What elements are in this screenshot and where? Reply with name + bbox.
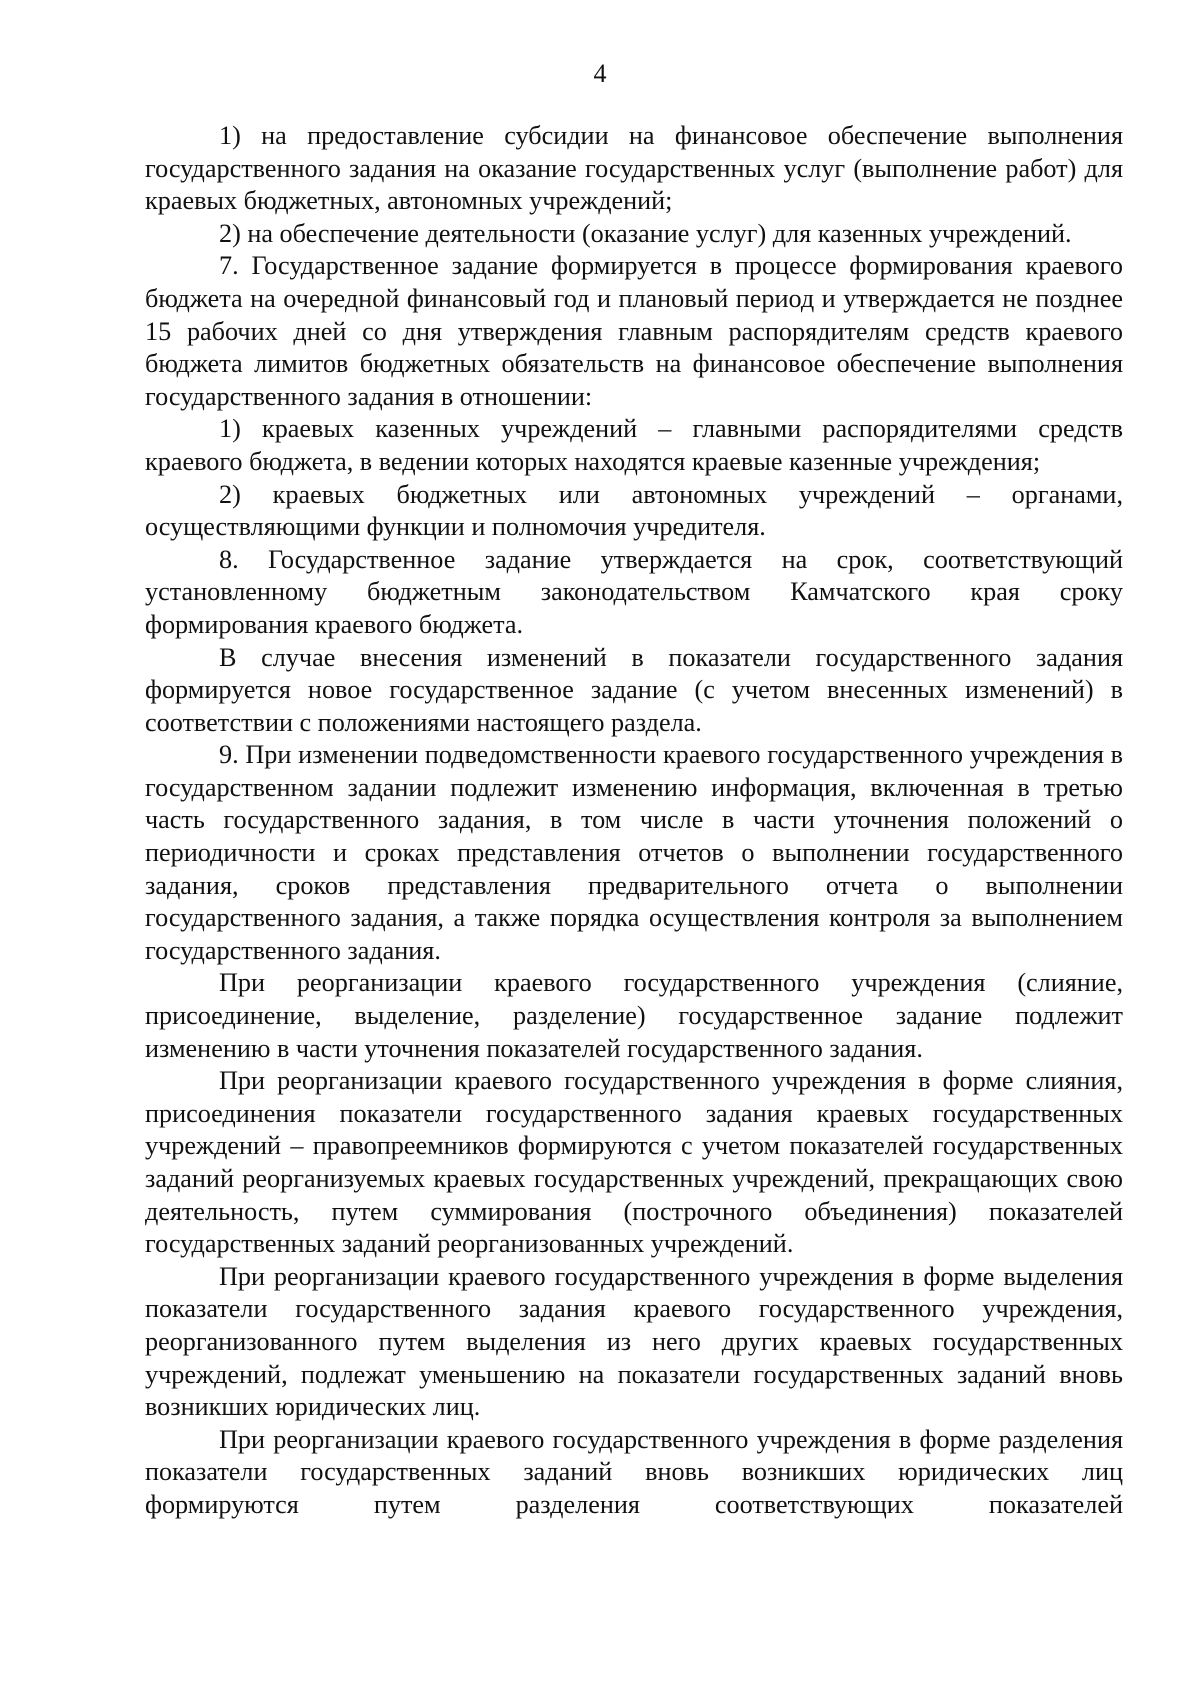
paragraph-2: 2) на обеспечение деятельности (оказание услуг) для казенных учреждений. xyxy=(219,218,1072,248)
document-body xyxy=(145,120,1123,1522)
paragraph-12: При реорганизации краевого государственного учреждения в форме разделения показатели государственных заданий вновь возникших юридических лиц формируются путем разделения соответствующих показателей xyxy=(145,1424,1123,1519)
paragraph-11: При реорганизации краевого государственного учреждения в форме выделения показатели государственного задания краевого государственного учреждения, реорганизованного путем выделения из него других краевых государственных учреждений, подлежат уменьшению на показатели государственных заданий вновь возникших юридических лиц. xyxy=(145,1261,1123,1422)
paragraph-3: 7. Государственное задание формируется в процессе формирования краевого бюджета на очередной финансовый год и плановый период и утверждается не позднее 15 рабочих дней со дня утверждения главным распорядителям средств краевого бюджета лимитов бюджетных обязательств на финансовое обеспечение выполнения государственного задания в отношении: xyxy=(145,251,1123,411)
paragraph-6: 8. Государственное задание утверждается на срок, соответствующий установленному бюджетным законодательством Камчатского края сроку формирования краевого бюджета. xyxy=(145,544,1123,639)
paragraph-8: 9. При изменении подведомственности краевого государственного учреждения в государственном задании подлежит изменению информация, включенная в третью часть государственного задания, в том числе в части уточнения положений о периодичности и сроках представления отчетов о выполнении государственного задания, сроков представления предварительного отчета о выполнении государственного задания, а также порядка осуществления контроля за выполнением государственного задания. xyxy=(145,740,1123,965)
paragraph-7: В случае внесения изменений в показатели государственного задания формируется новое государственное задание (с учетом внесенных изменений) в соответствии с положениями настоящего раздела. xyxy=(145,642,1123,737)
page-number: 4 xyxy=(593,59,607,88)
paragraph-4: 1) краевых казенных учреждений – главными распорядителями средств краевого бюджета, в ведении которых находятся краевые казенные учреждения; xyxy=(145,414,1123,476)
paragraph-5: 2) краевых бюджетных или автономных учреждений – органами, осуществляющими функции и полномочия учредителя. xyxy=(145,479,1123,542)
paragraph-10: При реорганизации краевого государственного учреждения в форме слияния, присоединения показатели государственного задания краевых государственных учреждений – правопреемников формируются с учетом показателей государственных заданий реорганизуемых краевых государственных учреждений, прекращающих свою деятельность, путем суммирования (построчного объединения) показателей государственных заданий реорганизованных учреждений. xyxy=(145,1066,1123,1259)
paragraph-1: 1) на предоставление субсидии на финансовое обеспечение выполнения государственного задания на оказание государственных услуг (выполнение работ) для краевых бюджетных, автономных учреждений; xyxy=(145,121,1123,216)
paragraph-9: При реорганизации краевого государственного учреждения (слияние, присоединение, выделение, разделение) государственное задание подлежит изменению в части уточнения показателей государственного задания. xyxy=(145,968,1123,1063)
